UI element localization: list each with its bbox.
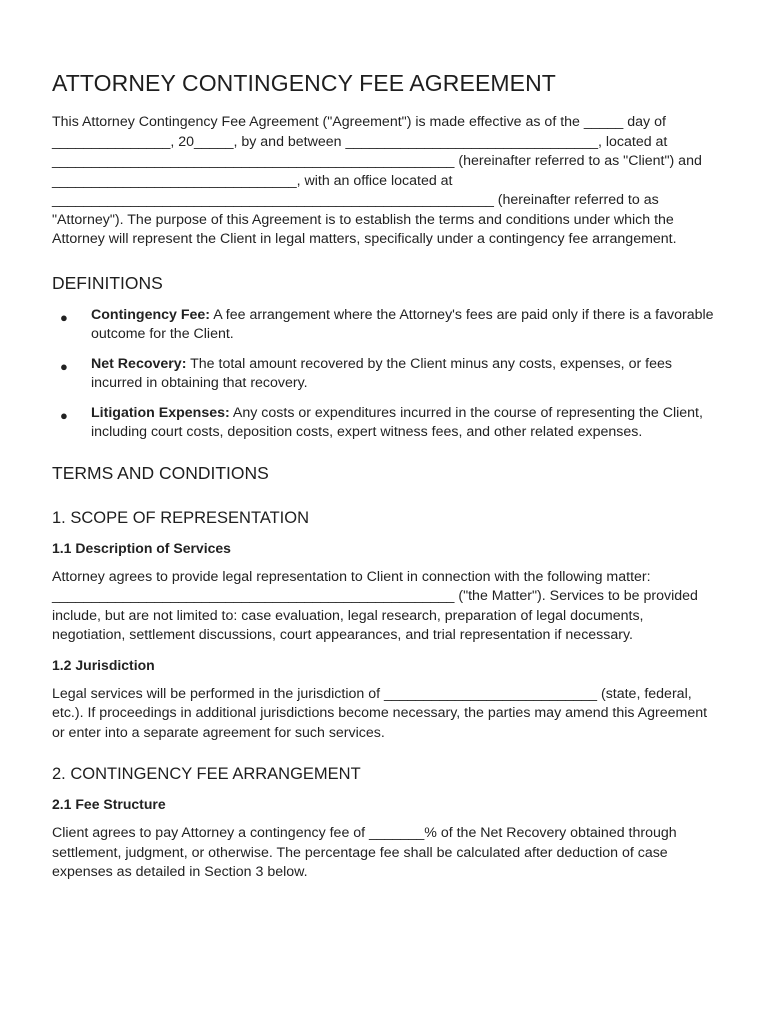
definition-term: Contingency Fee: — [91, 306, 211, 323]
section-1-2-heading: 1.2 Jurisdiction — [52, 656, 155, 673]
definition-text: A fee arrangement where the Attorney's fees are paid only if there is a favorable outcome for the Client. — [91, 306, 714, 342]
list-item — [52, 306, 720, 345]
section-1-heading: 1. SCOPE OF REPRESENTATION — [52, 508, 310, 527]
bullet-icon: ● — [60, 309, 68, 325]
section-1-2-text: Legal services will be performed in the jurisdiction of ___________________________ (state, federal, etc.). If proceedings in additional jurisdictions become necessary, the parties may amend this Agreement or enter into a separate agreement for such services. — [52, 685, 708, 741]
section-1-1-heading: 1.1 Description of Services — [52, 539, 231, 556]
bullet-icon: ● — [60, 407, 68, 423]
section-2-1-heading: 2.1 Fee Structure — [52, 796, 166, 812]
document-title: ATTORNEY CONTINGENCY FEE AGREEMENT — [52, 70, 556, 96]
section-2-1-text: Client agrees to pay Attorney a contingency fee of _______% of the Net Recovery obtained through settlement, judgment, or otherwise. The percentage fee shall be calculated after deduction of case expenses as detailed in Section 3 below. — [52, 825, 677, 880]
definitions-heading: DEFINITIONS — [52, 272, 163, 293]
section-2-heading: 2. CONTINGENCY FEE ARRANGEMENT — [52, 765, 361, 783]
terms-heading: TERMS AND CONDITIONS — [52, 462, 269, 483]
bullet-icon: ● — [60, 358, 68, 374]
definition-term: Litigation Expenses: — [91, 404, 230, 421]
definition-text: Any costs or expenditures incurred in the course of representing the Client, including court costs, deposition costs, expert witness fees, and other related expenses. — [91, 404, 703, 440]
list-item — [52, 404, 720, 443]
list-item — [52, 355, 720, 394]
definition-text: The total amount recovered by the Client minus any costs, expenses, or fees incurred in obtaining that recovery. — [91, 355, 672, 391]
document-page — [52, 70, 720, 894]
section-1-1-text: Attorney agrees to provide legal representation to Client in connection with the following matter: ___________________________________________________ ("the Matter"). Services to be provided include, but are not limited to: case evaluation, legal research, preparation of legal documents, negotiation, settlement discussions, court appearances, and trial representation if necessary. — [52, 568, 698, 643]
definition-term: Net Recovery: — [91, 355, 187, 372]
definitions-list — [52, 306, 720, 443]
intro-paragraph: This Attorney Contingency Fee Agreement ("Agreement") is made effective as of the _____ day of _______________, 20_____, by and between ________________________________, located at ___________________________________________________ (hereinafter referred to as "Client") and _______________________________, with an office located at ________________________________________________________ (hereinafter referred to as "Attorney"). The purpose of this Agreement is to establish the terms and conditions under which the Attorney will represent the Client in legal matters, specifically under a contingency fee arrangement. — [52, 114, 702, 247]
